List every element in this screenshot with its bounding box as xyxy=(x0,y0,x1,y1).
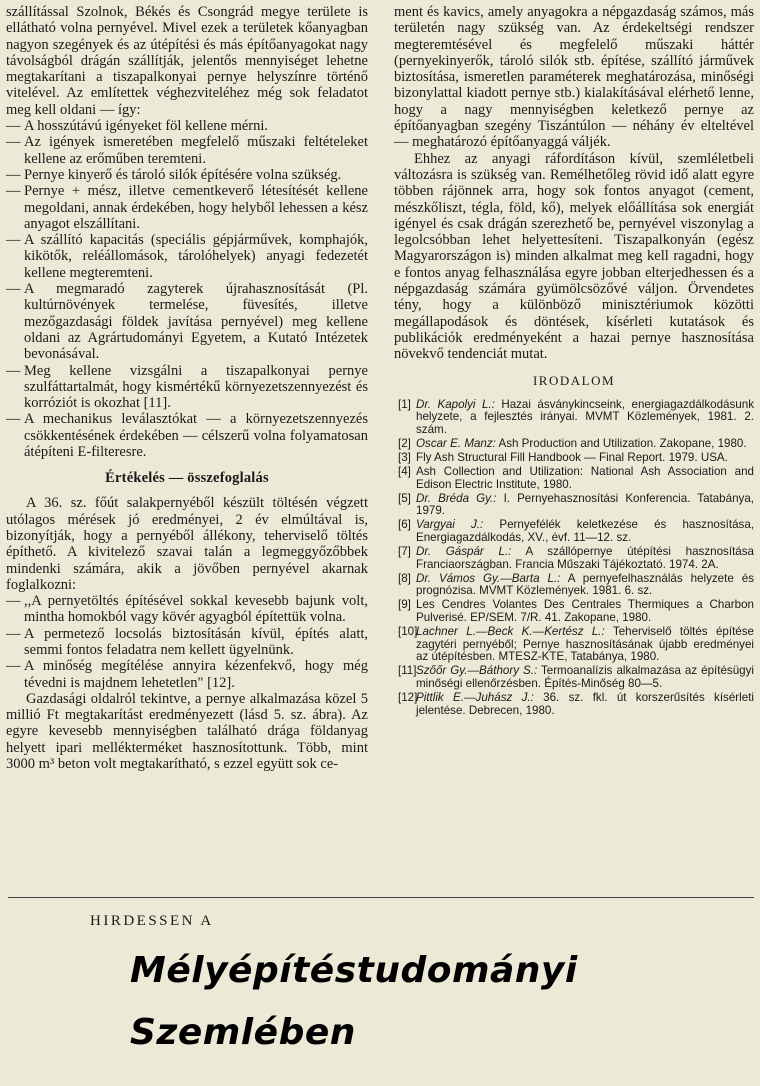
reference-item: [1] Dr. Kapolyi L.: Hazai ásványkincseink, energiagazdálkodásunk helyzete, a fejlesztés irányai. MVMT Közlemények, 1981. 2. szám. xyxy=(398,397,754,436)
list-item: — A szállító kapacitás (speciális gépjárművek, komphajók, kikötők, reléállomások, tárolóhelyek) anyagi fedezetét kellene megteremteni. xyxy=(6,232,368,281)
advert-title-line1: Mélyépítéstudományi xyxy=(130,950,578,991)
reference-item: [4] Ash Collection and Utilization: National Ash Association and Edison Electric Institute, 1980. xyxy=(398,465,754,491)
list-item: — Pernye + mész, illetve cementkeverő létesítését kellene megoldani, annak érdekében, hogy helyből lehessen a kész anyagot elszállítani. xyxy=(6,183,368,232)
list-item: — ,,A pernyetöltés építésével sokkal kevesebb bajunk volt, mintha homokból vagy kövér agyagból építettük volna. xyxy=(6,593,368,626)
references-title: IRODALOM xyxy=(532,372,616,388)
page-divider xyxy=(8,897,754,898)
left-column xyxy=(6,4,368,772)
reference-item: [8] Dr. Vámos Gy.—Barta L.: A pernyefelhasználás helyzete és prognózisa. MVMT Közlemények. 1981. 6. sz. xyxy=(398,571,755,598)
reference-item: [6] Vargyai J.: Pernyefélék keletkezése és hasznosítása, Energiagazdálkodás, XV., évf. 11—12. sz. xyxy=(398,518,754,544)
advert-tagline: HIRDESSEN A xyxy=(90,913,214,929)
reference-item: [9] Les Cendres Volantes Des Centrales Thermiques a Charbon Pulverisé. EP/SEM. 7/R. 41. Zakopane, 1980. xyxy=(398,598,754,625)
reference-item: [2] Oscar E. Manz: Ash Production and Utilization. Zakopane, 1980. xyxy=(398,436,747,450)
reference-item: [12] Pittlik E.—Juhász J.: 36. sz. fkl. út korszerűsítés kísérleti jelentése. Debrecen, 1980. xyxy=(398,691,754,717)
right-column xyxy=(394,4,754,719)
list-item: — Az igények ismeretében megfelelő műszaki feltételeket kellene az erőműben teremteni. xyxy=(6,134,368,167)
list-item: — Pernye kinyerő és tároló silók építésére volna szükség. xyxy=(6,166,342,183)
quote-list xyxy=(6,593,368,691)
section-title: Értékelés — összefoglalás xyxy=(105,470,269,487)
summary-paragraph: A 36. sz. főút salakpernyéből készült töltésén végzett utólagos mérések jó eredményei, 2 év elmúltával is, bizonyítják, hogy a pernyéből állékony, teherviselő töltés építhető. A kivitelező szavai talán a legmeggyőzőbbek mindenki számára, akik a jövőben pernyével akarnak foglalkozni: xyxy=(6,495,368,593)
advert-title-line2: Szemlében xyxy=(130,1012,356,1053)
reference-item: [11] Szőőr Gy.—Báthory S.: Termoanalízis alkalmazása az építésügyi minőségi ellenőrzésben. Építés-Minőség 80—5. xyxy=(398,664,754,690)
list-item: — A hosszútávú igényeket föl kellene mérni. xyxy=(6,118,269,135)
reference-item: [3] Fly Ash Structural Fill Handbook — Final Report. 1979. USA. xyxy=(398,450,728,464)
list-item: — Meg kellene vizsgálni a tiszapalkonyai pernye szulfáttartalmát, hogy kismértékű környezetszennyezést és korróziót is okozhat [11]. xyxy=(6,362,368,412)
conclusion-paragraph: Ehhez az anyagi ráfordításon kívül, szemléletbeli változásra is szükség van. Remélhetőleg rövid idő alatt egyre többen rájönnek arra, hogy sok fontos anyagot (cement, mészkőliszt, tégla, föld, kő), melyek előállítása sok energiát igényel és csak drágán szerezhető be, pernyével viszonylag a legolcsóbban lehet helyettesíteni. Tiszapalkonyán (egész Magyarországon is) minden alkalmat meg kell ragadni, hogy e fontos anyag felhasználása egyre jobban elterjedhessen és a népgazdaság számára gyümölcsözővé váljon. Örvendetes tény, hogy a különböző minisztériumok közötti megállapodások és döntések, kísérleti kutatások és publikációk eredményeként a hazai pernye hasznosítása növekvő tendenciát mutat. xyxy=(394,150,754,363)
intro-paragraph: szállítással Szolnok, Békés és Csongrád megye területe is ellátható volna pernyével. Mivel ezek a területek kőanyagban nagyon szegények és az útépítési és más építőanyagokat nagy távolságból drágán szállítják, jelentős mennyiséget lehetne megtakarítani a tiszapalkonyai pernye helyszínre történő vitelével. Az említettek véghezviteléhez még sok feladatot meg kell oldani — így: xyxy=(6,4,368,118)
list-item: — A mechanikus leválasztókat — a környezetszennyezés csökkentésének érdekében — célszerű volna folyamatosan átépíteni E-filteresre. xyxy=(6,411,368,461)
list-item: — A permetező locsolás biztosításán kívül, építés alatt, semmi fontos feladatra nem kellett ügyelnünk. xyxy=(6,625,368,658)
references-list xyxy=(394,399,754,718)
task-list xyxy=(6,118,368,460)
economic-paragraph: Gazdasági oldalról tekintve, a pernye alkalmazása közel 5 millió Ft megtakarítást eredményezett (lásd 5. sz. ábra). Az egyre kevesebb mennyiségben található drága földanyag helyett ipari mellékterméket hasznosítottunk. Több, mint 3000 m³ beton volt megtakarítható, s ezzel együtt sok ce- xyxy=(6,690,368,773)
reference-item: [10] Lachner L.—Beck K.—Kertész L.: Teherviselő töltés építése zagytéri pernyéből; Pernye hasznosításának újabb eredményei az útépítésben. MTESZ-KTE, Tatabánya, 1980. xyxy=(398,625,754,664)
continuation-paragraph: ment és kavics, amely anyagokra a népgazdaság számos, más területén nagy szükség van. Az érdekeltségi rendszer megteremtésével és megfelelő műszaki háttér (pernyekinyerők, tároló silók stb. építése, szállító járművek biztosítása, ismeretlen paraméterek meghatározása, minőségi bizonylattal kiadott pernye stb.) kialakításával elérhető lenne, hogy a nagy mennyiségben keletkező pernye az építőanyagban szegény Tiszántúlon — néhány év elteltével — meghatározó építőanyaggá váljék. xyxy=(394,4,754,151)
list-item: — A megmaradó zagyterek újrahasznosítását (Pl. kultúrnövények termelése, füvesítés, illetve mezőgazdasági földek javítása pernyével) meg kellene oldani az Agrártudományi Egyetem, a Kutató Intézetek bevonásával. xyxy=(6,281,368,363)
reference-item: [7] Dr. Gáspár L.: A szállópernye útépítési hasznosítása Franciaországban. Francia Műszaki Tájékoztató. 1974. 2A. xyxy=(398,545,754,571)
list-item: — A minőség megítélése annyira kézenfekvő, hogy még tévedni is majdnem lehetetlen" [12]. xyxy=(6,658,368,691)
reference-item: [5] Dr. Bréda Gy.: I. Pernyehasznosítási Konferencia. Tatabánya, 1979. xyxy=(398,491,754,518)
